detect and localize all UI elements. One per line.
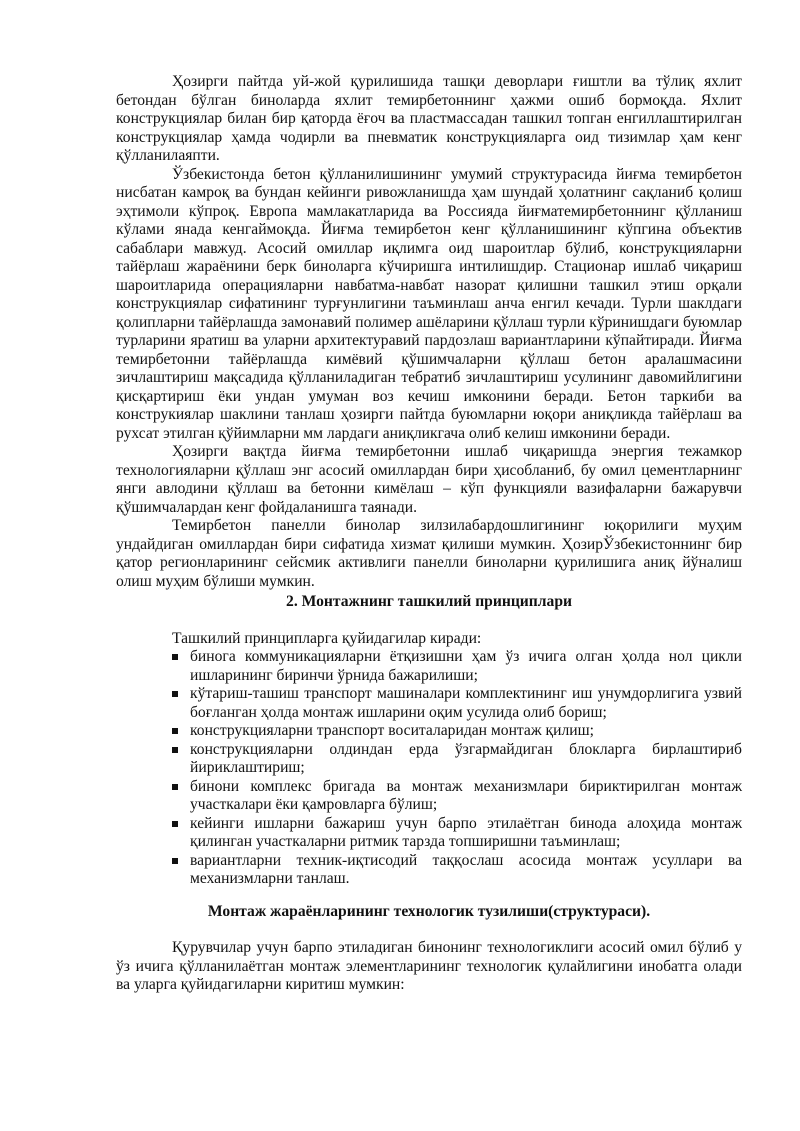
- bullet-icon: [172, 728, 178, 734]
- paragraph-4: Темирбетон панелли бинолар зилзилабардошлигининг юқорилиги муҳим ундайдиган омиллардан бири сифатида хизмат қилиши мумкин. ҲозирЎзбекистоннинг бир қатор регионларининг сейсмик активлиги панелли биноларни қурилишига аниқ йўналиш олиш муҳим бўлиши мумкин.: [116, 517, 742, 590]
- list-item-text: конструкцияларни транспорт воситаларидан монтаж қилиш;: [190, 722, 594, 739]
- bullet-icon: [172, 821, 178, 827]
- list-item: [172, 741, 742, 778]
- bullet-icon: [172, 654, 178, 660]
- paragraph-3: Ҳозирги вақтда йиғма темирбетонни ишлаб чиқаришда энергия тежамкор технологияларни қўллаш энг асосий омиллардан бири ҳисобланиб, бу омил цементларнинг янги авлодини қўллаш ва бетонни кимёлаш – кўп функцияли вазифаларни бажарувчи қўшимчалардан кенг фойдаланишга таянади.: [116, 443, 742, 516]
- principles-intro: Ташкилий принципларга қуйидагилар киради:: [172, 629, 482, 647]
- section-heading-structure: Монтаж жараёнларининг технологик тузилиши(структураси).: [207, 902, 651, 920]
- bullet-icon: [172, 784, 178, 790]
- paragraph-1: Ҳозирги пайтда уй-жой қурилишида ташқи деворлари ғиштли ва тўлиқ яхлит бетондан бўлган биноларда яхлит темирбетоннинг ҳажми ошиб бормоқда. Яхлит конструкциялар билан бир қаторда ёғоч ва пластмассадан ташкил топган енгиллаштирилган конструкциялар ҳамда чодирли ва пневматик конструкцияларга оид тизимлар ҳам кенг қўлланилаяпти.: [116, 73, 742, 164]
- list-item: [172, 815, 742, 852]
- list-item-text: вариантларни техник-иқтисодий таққослаш асосида монтаж усуллари ва механизмларни танлаш.: [190, 851, 742, 887]
- list-item: [172, 852, 742, 889]
- document-page: [116, 73, 742, 995]
- list-item-text: кўтариш-ташиш транспорт машиналари комплектининг иш унумдорлигига узвий боғланган ҳолда монтаж ишларини оқим усулида олиб бориш;: [190, 685, 742, 721]
- paragraph-5: Қурувчилар учун барпо этиладиган бинонинг технологиклиги асосий омил бўлиб у ўз ичига қўлланилаётган монтаж элементларининг технологик қулайлигини инобатга олади ва уларга қуйидагиларни киритиш мумкин:: [116, 939, 742, 993]
- list-item-text: бинони комплекс бригада ва монтаж механизмлари бириктирилган монтаж участкалари ёки қамровларга бўлиш;: [190, 777, 742, 813]
- section-heading-principles: 2. Монтажнинг ташкилий принциплари: [286, 593, 572, 610]
- list-item-text: бинога коммуникацияларни ётқизишни ҳам ўз ичига олган ҳолда нол цикли ишларининг биринчи ўрнида бажарилиши;: [190, 648, 742, 684]
- list-item-text: кейинги ишларни бажариш учун барпо этилаётган бинода алоҳида монтаж қилинган участкаларни ритмик тарзда топширишни таъминлаш;: [190, 814, 742, 850]
- paragraph-2: Ўзбекистонда бетон қўлланилишининг умумий структурасида йиғма темирбетон нисбатан камроқ ва бундан кейинги ривожланишда ҳам шундай ҳолатнинг сақланиб қолиш эҳтимоли кўпроқ. Европа мамлакатларида ва Россияда йиғматемирбетоннинг қўлланиш кўлами янада кенгаймоқда. Йиғма темирбетон кенг қўлланишининг кўпгина объектив сабаблари мавжуд. Асосий омиллар иқлимга оид шароитлар бўлиб, конструкцияларни тайёрлаш жараёнини берк биноларга кўчиришга интилишдир. Стационар ишлаб чиқариш шароитларида операцияларни навбатма-навбат назорат қилишни ташкил этиш орқали конструкциялар сифатининг турғунлигини таъминлаш анча енгил кечади. Турли шаклдаги қолипларни тайёрлашда замонавий полимер ашёларини қўллаш турли кўринишдаги буюмлар турларини яратиш ва уларни архитектуравий пардозлаш вариантларини кўпайтиради. Йиғма темирбетонни тайёрлашда кимёвий қўшимчаларни қўллаш бетон аралашмасини зичлаштириш мақсадида қўлланиладиган тебратиб зичлаштириш усулининг давомийлигини қисқартириш ёки ундан умуман воз кечиш имконини беради. Бетон таркиби ва конструкиялар шаклини танлаш ҳозирги пайтда буюмларни юқори аниқликда тайёрлаш ва рухсат этилган қўйимларни мм лардаги аниқликгача олиб келиш имконини беради.: [116, 165, 742, 442]
- list-item: [172, 685, 742, 722]
- list-item: [172, 722, 742, 741]
- bullet-icon: [172, 747, 178, 753]
- list-item-text: конструкцияларни олдиндан ерда ўзгармайдиган блокларга бирлаштириб йириклаштириш;: [190, 740, 742, 776]
- bullet-icon: [172, 858, 178, 864]
- principles-list: [116, 648, 742, 889]
- list-item: [172, 778, 742, 815]
- bullet-icon: [172, 691, 178, 697]
- list-item: [172, 648, 742, 685]
